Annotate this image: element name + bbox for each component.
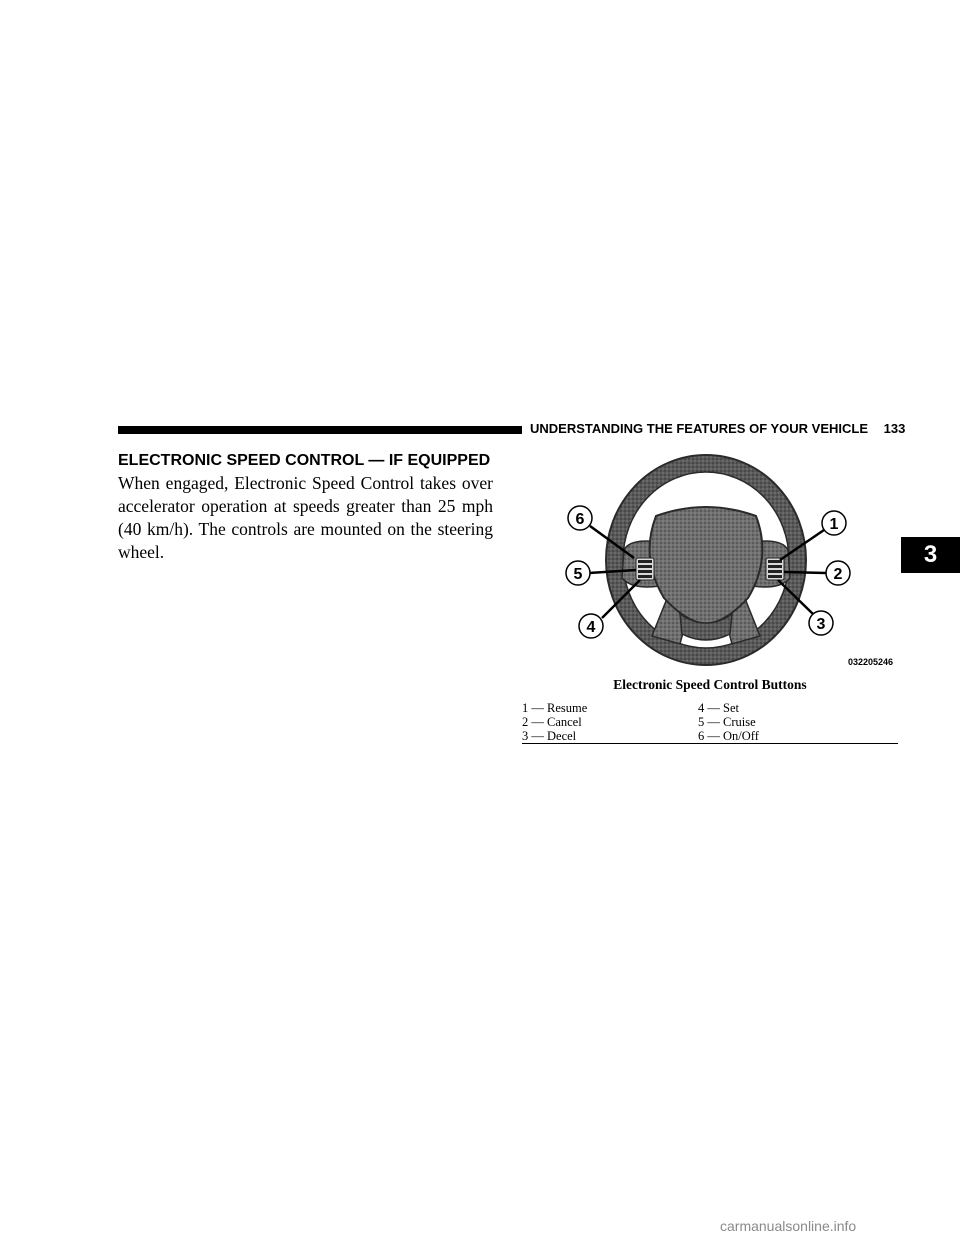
legend-item: 5 — Cruise bbox=[698, 715, 756, 729]
legend-item: 2 — Cancel bbox=[522, 715, 582, 729]
right-control-buttons bbox=[766, 558, 784, 580]
figure-caption: Electronic Speed Control Buttons bbox=[613, 677, 807, 692]
svg-text:2: 2 bbox=[833, 566, 843, 583]
legend-item: 4 — Set bbox=[698, 701, 739, 715]
legend-item: 1 — Resume bbox=[522, 701, 588, 715]
callout-6 bbox=[568, 506, 592, 530]
svg-text:3: 3 bbox=[816, 616, 826, 633]
legend-rule bbox=[522, 743, 898, 744]
steering-wheel-illustration bbox=[540, 446, 910, 672]
callout-1 bbox=[822, 511, 846, 535]
legend-row bbox=[522, 701, 898, 715]
header-rule bbox=[118, 426, 522, 434]
svg-text:5: 5 bbox=[573, 566, 583, 583]
callout-5 bbox=[566, 561, 590, 585]
running-header bbox=[530, 421, 905, 436]
page-number: 133 bbox=[883, 421, 906, 436]
legend-item: 6 — On/Off bbox=[698, 729, 759, 743]
figure-legend bbox=[522, 701, 898, 743]
left-control-buttons bbox=[636, 558, 654, 580]
svg-text:1: 1 bbox=[829, 516, 839, 533]
header-title: UNDERSTANDING THE FEATURES OF YOUR VEHICLE bbox=[530, 421, 869, 436]
steering-wheel-figure bbox=[540, 446, 910, 672]
chapter-tab: 3 bbox=[901, 537, 960, 573]
legend-item: 3 — Decel bbox=[522, 729, 577, 743]
figure-id: 032205246 bbox=[848, 657, 894, 667]
section-title: ELECTRONIC SPEED CONTROL — IF EQUIPPED bbox=[118, 452, 491, 469]
legend-row bbox=[522, 729, 898, 743]
svg-text:4: 4 bbox=[586, 619, 596, 636]
body-paragraph: When engaged, Electronic Speed Control takes over accelerator operation at speeds greater than 25 mph (40 km/h). The controls are mounted on the steering wheel. bbox=[118, 473, 493, 562]
legend-row bbox=[522, 715, 898, 729]
callout-3 bbox=[809, 611, 833, 635]
svg-text:6: 6 bbox=[575, 511, 585, 528]
watermark-link[interactable]: carmanualsonline.info bbox=[720, 1218, 857, 1234]
callout-4 bbox=[579, 614, 603, 638]
callout-2 bbox=[826, 561, 850, 585]
